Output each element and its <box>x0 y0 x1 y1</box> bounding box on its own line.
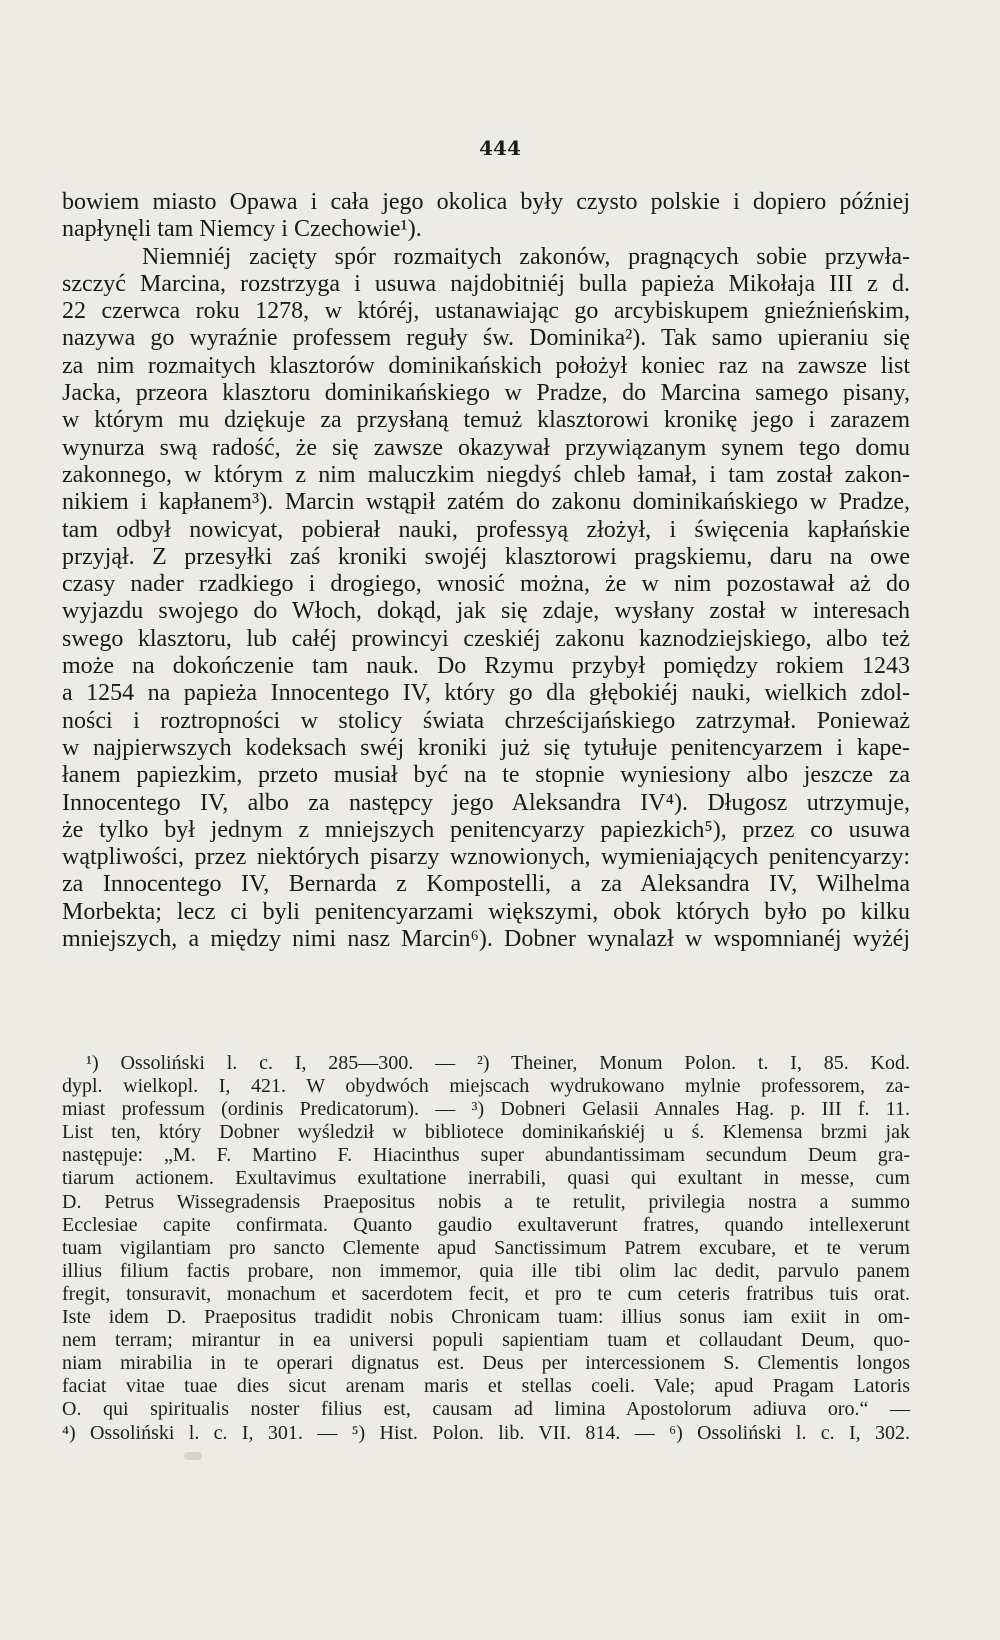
text-line: tam odbył nowicyat, pobierał nauki, professyą złożył, i święcenia kapłańskie <box>62 516 910 543</box>
footnote-line: tuam vigilantiam pro sancto Clemente apud Sanctissimum Patrem excubare, et te verum <box>62 1236 910 1259</box>
text-line: Morbekta; lecz ci byli penitencyarzami większymi, obok których było po kilku <box>62 898 910 925</box>
footnotes <box>62 1052 910 1445</box>
footnote-line: faciat vitae tuae dies sicut arenam maris et stellas coeli. Vale; apud Pragam Latoris <box>62 1375 910 1398</box>
footnote-line: ¹) Ossoliński l. c. I, 285—300. — ²) Theiner, Monum Polon. t. I, 85. Kod. <box>86 1052 910 1074</box>
text-line: że tylko był jednym z mniejszych penitencyarzy papiezkich⁵), przez co usuwa <box>62 816 910 843</box>
footnote-line: D. Petrus Wissegradensis Praepositus nobis a te retulit, privilegia nostra a summo <box>62 1190 910 1213</box>
footnote-line: dypl. wielkopl. I, 421. W obydwóch miejscach wydrukowano mylnie professorem, za- <box>62 1075 910 1098</box>
text-line: wątpliwości, przez niektórych pisarzy wznowionych, wymieniających penitencyarzy: <box>62 844 910 871</box>
footnote-line: Ecclesiae capite confirmata. Quanto gaudio exultaverunt fratres, quando intellexerunt <box>62 1213 910 1236</box>
footnote-line: fregit, tonsuravit, monachum et sacerdotem fecit, et pro te cum ceteris fratribus tuis orat. <box>62 1282 910 1305</box>
text-line: mniejszych, a między nimi nasz Marcin⁶). Dobner wynalazł w wspomnianéj wyżéj <box>62 926 910 953</box>
text-line: czasy nader rzadkiego i drogiego, wnosić można, że w nim pozostawał aż do <box>62 571 910 598</box>
text-line: a 1254 na papieża Innocentego IV, który go dla głębokiéj nauki, wielkich zdol- <box>62 680 910 707</box>
footnote-line: nem terram; mirantur in ea universi populi sapientiam tuam et collaudant Deum, quo- <box>62 1329 910 1352</box>
text-line: wyjazdu swojego do Włoch, dokąd, jak się zdaje, wysłany został w interesach <box>62 598 910 625</box>
text-line: szczyć Marcina, rozstrzyga i usuwa najdobitniéj bulla papieża Mikołaja III z d. <box>62 270 910 297</box>
footnote-line: miast professum (ordinis Predicatorum). — ³) Dobneri Gelasii Annales Hag. p. III f. 11. <box>62 1098 910 1121</box>
text-line: zakonnego, w którym z nim maluczkim niegdyś chleb łamał, i tam został zakon- <box>62 461 910 488</box>
text-line: nazywa go wyraźnie professem reguły św. Dominika²). Tak samo upieraniu się <box>62 325 910 352</box>
text-line: w którym mu dziękuje za przysłaną temuż klasztorowi kronikę jego i zarazem <box>62 407 910 434</box>
text-line: łanem papiezkim, przeto musiał być na te stopnie wyniesiony albo jeszcze za <box>62 762 910 789</box>
text-line: Jacka, przeora klasztoru dominikańskiego w Pradze, do Marcina samego pisany, <box>62 380 910 407</box>
text-line: 22 czerwca roku 1278, w któréj, ustanawiając go arcybiskupem gnieźnieńskim, <box>62 298 910 325</box>
footnote-line: następuje: „M. F. Martino F. Hiacinthus super abundantissimam secundum Deum gra- <box>62 1144 910 1167</box>
footnote-line: niam mirabilia in te operari dignatus est. Deus per intercessionem S. Clementis longos <box>62 1352 910 1375</box>
text-line: napłynęli tam Niemcy i Czechowie¹). <box>62 216 422 243</box>
footnote-line: O. qui spiritualis noster filius est, causam ad limina Apostolorum adiuva oro.“ — <box>62 1398 910 1421</box>
print-smudge <box>184 1452 202 1460</box>
page-number: 444 <box>479 136 521 160</box>
text-line: bowiem miasto Opawa i cała jego okolica były czysto polskie i dopiero później <box>62 189 910 215</box>
text-line: może na dokończenie tam nauk. Do Rzymu przybył pomiędzy rokiem 1243 <box>62 653 910 680</box>
text-line: ności i roztropności w stolicy świata chrześcijańskiego zatrzymał. Ponieważ <box>62 707 910 734</box>
text-line: w najpierwszych kodeksach swéj kroniki już się tytułuje penitencyarzem i kape- <box>62 734 910 761</box>
text-line: swego klasztoru, lub całéj prowincyi czeskiéj zakonu kaznodziejskiego, albo też <box>62 625 910 652</box>
footnote-line: ⁴) Ossoliński l. c. I, 301. — ⁵) Hist. Polon. lib. VII. 814. — ⁶) Ossoliński l. c. I, 302. <box>62 1421 910 1444</box>
footnote-line: Iste idem D. Praepositus tradidit nobis Chronicam tuam: illius sonus iam exiit in om- <box>62 1306 910 1329</box>
footnote-line: List ten, który Dobner wyśledził w bibliotece dominikańskiéj u ś. Klemensa brzmi jak <box>62 1121 910 1144</box>
text-line: Innocentego IV, albo za następcy jego Aleksandra IV⁴). Długosz utrzymuje, <box>62 789 910 816</box>
text-line: Niemniéj zacięty spór rozmaitych zakonów, pragnących sobie przywła- <box>142 243 910 270</box>
text-line: wynurza swą radość, że się zawsze okazywał przywiązanym synem tego domu <box>62 434 910 461</box>
footnote-line: illius filium factis probare, non immemor, quia ille tibi olim lac dedit, parvulo panem <box>62 1259 910 1282</box>
text-line: za Innocentego IV, Bernarda z Kompostelli, a za Aleksandra IV, Wilhelma <box>62 871 910 898</box>
text-line: za nim rozmaitych klasztorów dominikańskich położył koniec raz na zawsze list <box>62 352 910 379</box>
main-text <box>62 189 910 953</box>
text-line: przyjął. Z przesyłki zaś kroniki swojéj klasztorowi pragskiemu, daru na owe <box>62 543 910 570</box>
footnote-line: tiarum actionem. Exultavimus exultatione inerrabili, quasi qui exultant in messe, cum <box>62 1167 910 1190</box>
text-line: nikiem i kapłanem³). Marcin wstąpił zatém do zakonu dominikańskiego w Pradze, <box>62 489 910 516</box>
